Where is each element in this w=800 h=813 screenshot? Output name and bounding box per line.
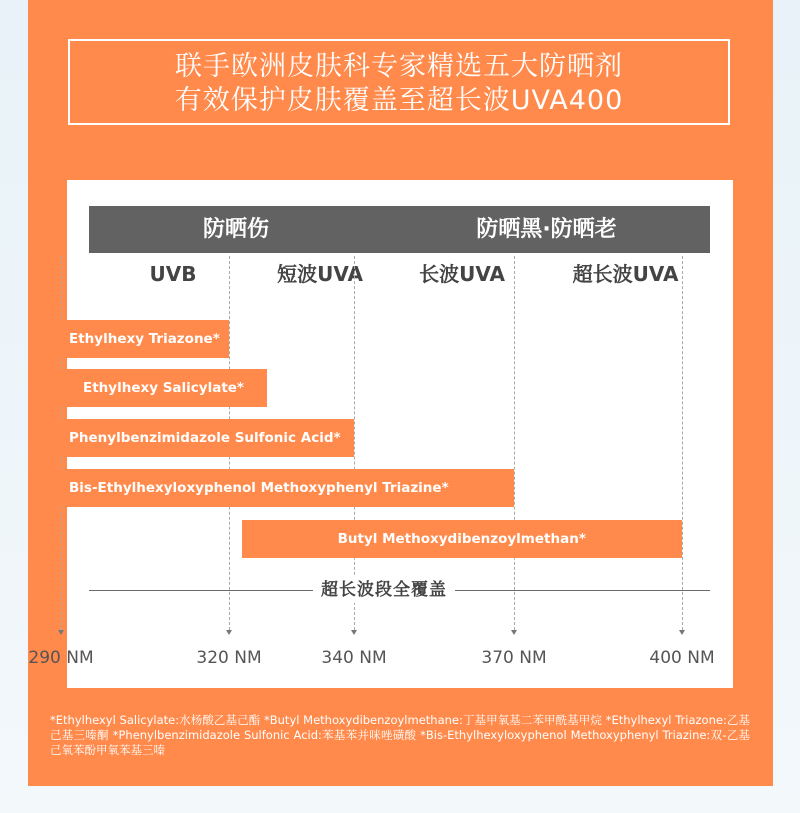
orange-panel	[28, 0, 773, 786]
header-sunburn: 防晒伤	[89, 206, 383, 253]
band-long-uva: 长波UVA	[419, 262, 505, 286]
band-short-uva: 短波UVA	[277, 262, 363, 286]
title-line-2: 有效保护皮肤覆盖至超长波UVA400	[174, 85, 624, 116]
tick-label-370: 370 NM	[481, 648, 547, 668]
tick-label-400: 400 NM	[649, 648, 715, 668]
coverage-label: 超长波段全覆盖	[313, 577, 455, 603]
tick-340	[351, 630, 357, 635]
gridline-340	[354, 256, 355, 630]
bar-5: Butyl Methoxydibenzoylmethan*	[242, 520, 683, 558]
bar-2: Ethylhexy Salicylate*	[61, 369, 267, 407]
band-ultra-long-uva: 超长波UVA	[572, 262, 679, 286]
gridline-370	[514, 256, 515, 630]
band-uvb: UVB	[149, 262, 197, 286]
tick-label-340: 340 NM	[321, 648, 387, 668]
gridline-400	[682, 256, 683, 630]
chart-card	[28, 180, 733, 688]
tick-320	[226, 630, 232, 635]
bar-4: Bis-Ethylhexyloxyphenol Methoxyphenyl Triazine*	[61, 469, 514, 507]
bar-3: Phenylbenzimidazole Sulfonic Acid*	[61, 419, 354, 457]
footnote: *Ethylhexyl Salicylate:水杨酸乙基己酯 *Butyl Methoxydibenzoylmethane:丁基甲氧基二苯甲酰基甲烷 *Ethylhexyl Triazone:乙基己基三嗪酮 *Phenylbenzimidazole Sulfonic Acid:苯基苯并咪唑磺酸 *Bis-Ethylhexyloxyphenol Methoxyphenyl Triazine:双-乙基己氧苯酚甲氧苯基三嗪	[50, 713, 750, 757]
tick-400	[679, 630, 685, 635]
tick-label-290: 290 NM	[28, 648, 94, 668]
header-tan-aging: 防晒黑·防晒老	[383, 206, 710, 253]
title-line-1: 联手欧洲皮肤科专家精选五大防晒剂	[175, 51, 623, 82]
tick-290	[58, 630, 64, 635]
tick-label-320: 320 NM	[196, 648, 262, 668]
bar-1: Ethylhexy Triazone*	[61, 320, 229, 358]
tick-370	[511, 630, 517, 635]
title-box	[68, 39, 730, 125]
